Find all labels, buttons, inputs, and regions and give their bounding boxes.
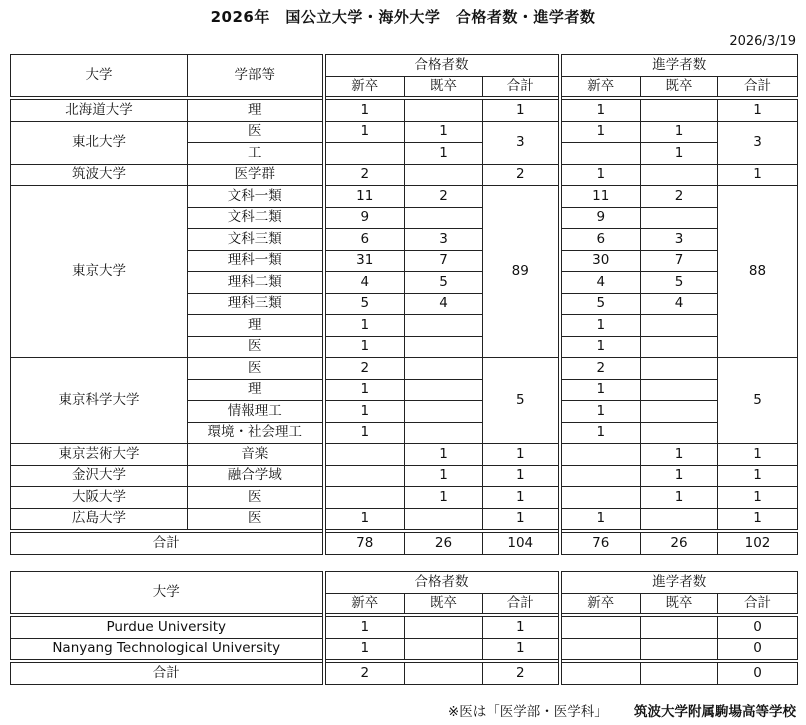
university-name: 金沢大学 (11, 465, 188, 487)
enrolled-new: 6 (560, 229, 641, 251)
header-enrolled-prev: 既卒 (641, 594, 718, 616)
passed-new: 1 (324, 508, 405, 531)
passed-new: 1 (324, 401, 405, 423)
header-enrolled-prev: 既卒 (641, 77, 718, 99)
table-row (11, 121, 798, 143)
enrolled-prev (641, 638, 718, 661)
passed-total: 89 (483, 186, 560, 358)
table-row (11, 358, 798, 380)
passed-new: 1 (324, 638, 405, 661)
enrolled-prev-total: 26 (641, 531, 718, 554)
passed-prev: 7 (405, 250, 483, 272)
passed-prev (405, 315, 483, 337)
enrolled-new (560, 615, 641, 638)
enrolled-prev (641, 401, 718, 423)
enrolled-prev: 1 (641, 143, 718, 165)
enrolled-prev: 5 (641, 272, 718, 294)
enrolled-total: 1 (718, 98, 798, 121)
enrolled-new: 5 (560, 293, 641, 315)
passed-total: 1 (483, 98, 560, 121)
header-enrolled-new: 新卒 (560, 77, 641, 99)
domestic-results-table (10, 54, 798, 555)
passed-total: 1 (483, 615, 560, 638)
header-enrolled-total: 合計 (718, 594, 798, 616)
enrolled-new: 30 (560, 250, 641, 272)
enrolled-prev (641, 508, 718, 531)
passed-new: 1 (324, 98, 405, 121)
enrolled-new-total (560, 661, 641, 684)
enrolled-prev (641, 358, 718, 380)
enrolled-total: 1 (718, 444, 798, 466)
passed-total: 2 (483, 164, 560, 186)
enrolled-new: 1 (560, 164, 641, 186)
enrolled-new: 1 (560, 315, 641, 337)
passed-prev: 3 (405, 229, 483, 251)
faculty-name: 文科三類 (188, 229, 324, 251)
faculty-name: 医 (188, 487, 324, 509)
university-name: 広島大学 (11, 508, 188, 531)
faculty-name: 環境・社会理工 (188, 422, 324, 444)
table-row (11, 615, 798, 638)
passed-prev: 1 (405, 121, 483, 143)
enrolled-new: 2 (560, 358, 641, 380)
passed-prev (405, 422, 483, 444)
passed-prev (405, 207, 483, 229)
header-passed-new: 新卒 (324, 594, 405, 616)
table-row (11, 164, 798, 186)
passed-new: 6 (324, 229, 405, 251)
header-university: 大学 (11, 55, 188, 99)
total-label: 合計 (11, 531, 324, 554)
university-name: 東京科学大学 (11, 358, 188, 444)
passed-new (324, 487, 405, 509)
report-date: 2026/3/19 (729, 34, 796, 49)
table-row (11, 186, 798, 208)
passed-new: 1 (324, 121, 405, 143)
enrolled-new: 1 (560, 98, 641, 121)
enrolled-prev: 3 (641, 229, 718, 251)
passed-new: 2 (324, 164, 405, 186)
enrolled-prev (641, 615, 718, 638)
enrolled-new-total: 76 (560, 531, 641, 554)
faculty-name: 理科一類 (188, 250, 324, 272)
passed-total: 1 (483, 444, 560, 466)
enrolled-prev: 1 (641, 121, 718, 143)
enrolled-prev: 1 (641, 465, 718, 487)
passed-prev (405, 336, 483, 358)
enrolled-prev: 4 (641, 293, 718, 315)
header-enrolled: 進学者数 (560, 572, 798, 594)
header-passed-new: 新卒 (324, 77, 405, 99)
passed-new: 1 (324, 379, 405, 401)
passed-new: 4 (324, 272, 405, 294)
enrolled-prev: 2 (641, 186, 718, 208)
passed-new (324, 143, 405, 165)
table-row (11, 465, 798, 487)
passed-prev (405, 164, 483, 186)
enrolled-new (560, 143, 641, 165)
faculty-name: 文科一類 (188, 186, 324, 208)
enrolled-prev: 1 (641, 487, 718, 509)
passed-prev (405, 98, 483, 121)
passed-new-total: 78 (324, 531, 405, 554)
page-title: 2026年 国公立大学・海外大学 合格者数・進学者数 (210, 8, 596, 26)
passed-new: 1 (324, 422, 405, 444)
passed-grand-total: 104 (483, 531, 560, 554)
passed-new: 1 (324, 336, 405, 358)
faculty-name: 音楽 (188, 444, 324, 466)
total-row (11, 661, 798, 684)
passed-new: 5 (324, 293, 405, 315)
passed-total: 5 (483, 358, 560, 444)
enrolled-prev (641, 379, 718, 401)
passed-new: 1 (324, 615, 405, 638)
passed-prev: 1 (405, 465, 483, 487)
passed-prev: 1 (405, 487, 483, 509)
passed-prev (405, 615, 483, 638)
table-row (11, 98, 798, 121)
header-enrolled-new: 新卒 (560, 594, 641, 616)
faculty-name: 理科二類 (188, 272, 324, 294)
faculty-name: 医学群 (188, 164, 324, 186)
enrolled-new: 1 (560, 401, 641, 423)
header-passed: 合格者数 (324, 572, 560, 594)
faculty-name: 情報理工 (188, 401, 324, 423)
passed-prev (405, 358, 483, 380)
enrolled-prev (641, 336, 718, 358)
passed-total: 1 (483, 638, 560, 661)
passed-new-total: 2 (324, 661, 405, 684)
passed-new: 2 (324, 358, 405, 380)
header-enrolled-total: 合計 (718, 77, 798, 99)
faculty-name: 融合学域 (188, 465, 324, 487)
enrolled-prev (641, 207, 718, 229)
enrolled-total: 1 (718, 487, 798, 509)
faculty-name: 医 (188, 358, 324, 380)
university-name: 北海道大学 (11, 98, 188, 121)
passed-prev: 1 (405, 143, 483, 165)
enrolled-prev (641, 98, 718, 121)
passed-new: 31 (324, 250, 405, 272)
enrolled-total: 1 (718, 508, 798, 531)
enrolled-total: 0 (718, 615, 798, 638)
passed-prev (405, 638, 483, 661)
passed-total: 1 (483, 465, 560, 487)
enrolled-new (560, 487, 641, 509)
enrolled-new: 1 (560, 422, 641, 444)
passed-prev-total (405, 661, 483, 684)
university-name: 東京大学 (11, 186, 188, 358)
overseas-results-table (10, 571, 798, 685)
passed-prev (405, 379, 483, 401)
passed-prev-total: 26 (405, 531, 483, 554)
header-passed-prev: 既卒 (405, 77, 483, 99)
footer-note: ※医は「医学部・医学科」 (447, 704, 608, 720)
enrolled-total: 3 (718, 121, 798, 164)
footer (448, 700, 796, 720)
passed-total: 1 (483, 487, 560, 509)
university-name: 東北大学 (11, 121, 188, 164)
faculty-name: 医 (188, 336, 324, 358)
passed-new: 9 (324, 207, 405, 229)
passed-new: 11 (324, 186, 405, 208)
table-row (11, 638, 798, 661)
enrolled-new (560, 444, 641, 466)
enrolled-new: 4 (560, 272, 641, 294)
enrolled-total: 1 (718, 164, 798, 186)
passed-prev: 4 (405, 293, 483, 315)
passed-prev (405, 508, 483, 531)
enrolled-total: 5 (718, 358, 798, 444)
faculty-name: 文科二類 (188, 207, 324, 229)
enrolled-total: 88 (718, 186, 798, 358)
total-row (11, 531, 798, 554)
enrolled-new: 1 (560, 379, 641, 401)
faculty-name: 理科三類 (188, 293, 324, 315)
passed-prev: 1 (405, 444, 483, 466)
table-row (11, 487, 798, 509)
enrolled-new: 11 (560, 186, 641, 208)
enrolled-new: 1 (560, 336, 641, 358)
header-university: 大学 (11, 572, 324, 616)
header-passed: 合格者数 (324, 55, 560, 77)
enrolled-new: 1 (560, 508, 641, 531)
header-faculty: 学部等 (188, 55, 324, 99)
passed-prev (405, 401, 483, 423)
university-name: Purdue University (11, 615, 324, 638)
passed-total: 1 (483, 508, 560, 531)
header-passed-prev: 既卒 (405, 594, 483, 616)
enrolled-prev: 7 (641, 250, 718, 272)
table-row (11, 444, 798, 466)
passed-new (324, 444, 405, 466)
passed-total: 3 (483, 121, 560, 164)
enrolled-prev (641, 315, 718, 337)
faculty-name: 工 (188, 143, 324, 165)
enrolled-prev-total (641, 661, 718, 684)
enrolled-grand-total: 0 (718, 661, 798, 684)
university-name: 大阪大学 (11, 487, 188, 509)
table-row (11, 508, 798, 531)
header-enrolled: 進学者数 (560, 55, 798, 77)
enrolled-new: 9 (560, 207, 641, 229)
faculty-name: 理 (188, 315, 324, 337)
total-label: 合計 (11, 661, 324, 684)
passed-grand-total: 2 (483, 661, 560, 684)
passed-new (324, 465, 405, 487)
faculty-name: 医 (188, 121, 324, 143)
enrolled-prev: 1 (641, 444, 718, 466)
header-passed-total: 合計 (483, 77, 560, 99)
university-name: 東京芸術大学 (11, 444, 188, 466)
enrolled-new (560, 638, 641, 661)
enrolled-total: 0 (718, 638, 798, 661)
passed-prev: 2 (405, 186, 483, 208)
enrolled-prev (641, 164, 718, 186)
enrolled-new: 1 (560, 121, 641, 143)
faculty-name: 理 (188, 98, 324, 121)
enrolled-total: 1 (718, 465, 798, 487)
university-name: 筑波大学 (11, 164, 188, 186)
faculty-name: 医 (188, 508, 324, 531)
passed-new: 1 (324, 315, 405, 337)
header-passed-total: 合計 (483, 594, 560, 616)
enrolled-grand-total: 102 (718, 531, 798, 554)
faculty-name: 理 (188, 379, 324, 401)
enrolled-new (560, 465, 641, 487)
school-name: 筑波大学附属駒場高等学校 (634, 704, 796, 720)
university-name: Nanyang Technological University (11, 638, 324, 661)
enrolled-prev (641, 422, 718, 444)
passed-prev: 5 (405, 272, 483, 294)
